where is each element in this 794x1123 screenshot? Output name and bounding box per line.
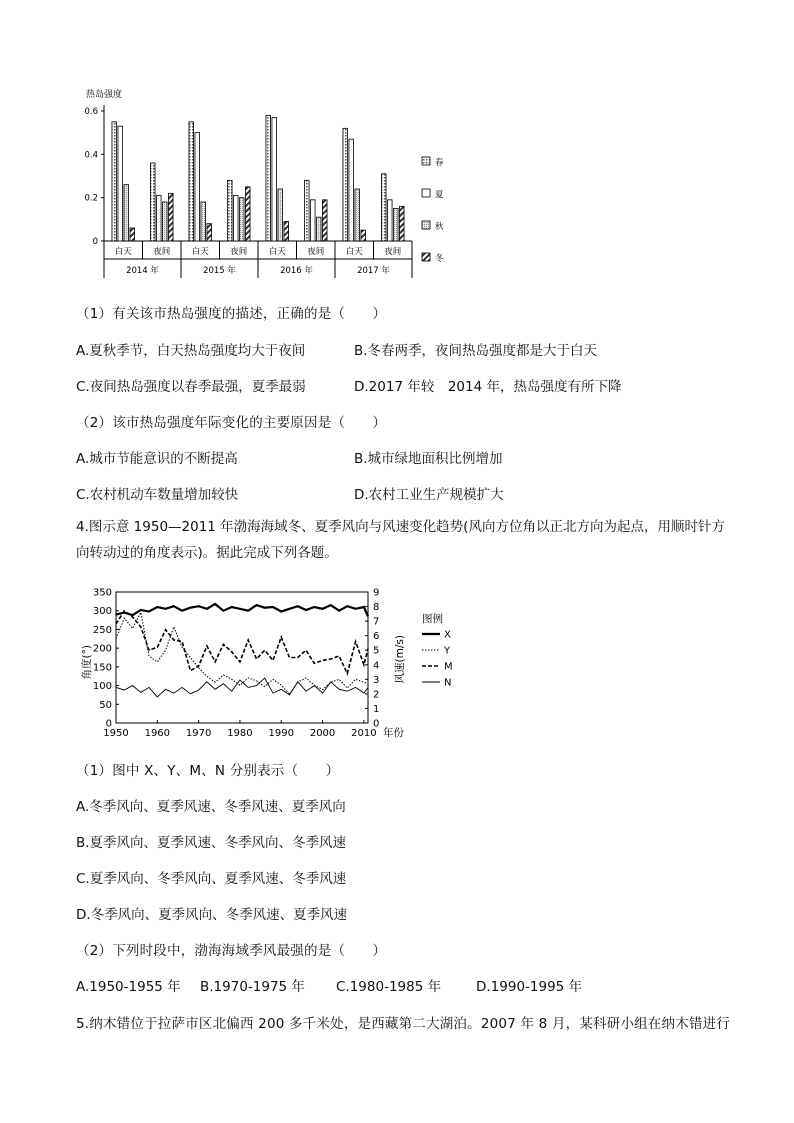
series-line-M (116, 611, 368, 674)
bar (278, 189, 283, 241)
bar (316, 217, 321, 241)
bar (343, 128, 348, 241)
legend-label: 夏 (435, 190, 444, 200)
bar (227, 180, 232, 241)
legend-label: 秋 (435, 222, 444, 232)
y-tick-label: 0 (92, 237, 98, 247)
y-right-tick-label: 0 (373, 718, 380, 730)
bar (195, 133, 200, 241)
x-tick-label: 2000 (309, 728, 336, 739)
bar (245, 187, 250, 241)
y-right-tick-label: 4 (373, 660, 380, 672)
bar (156, 196, 161, 242)
bar (399, 206, 404, 241)
x-tick-label: 2010 (351, 728, 377, 739)
bar (233, 196, 238, 242)
bar (381, 174, 386, 241)
period-label: 白天 (114, 247, 132, 257)
q4-option-a: A.冬季风向、夏季风速、冬季风速、夏季风向 (76, 799, 346, 815)
legend-label: 冬 (435, 254, 444, 264)
q3-option-b: B.冬春两季，夜间热岛强度都是大于白天 (354, 343, 598, 359)
bar (361, 230, 366, 241)
y-right-tick-label: 3 (373, 674, 380, 686)
legend-swatch (422, 157, 430, 165)
bar (150, 163, 155, 241)
x-tick-label: 1950 (103, 728, 129, 739)
bar (355, 189, 360, 241)
legend-label: M (444, 661, 453, 673)
legend-title: 图例 (422, 613, 443, 625)
year-label: 2016 年 (280, 266, 313, 276)
y-right-tick-label: 5 (373, 645, 380, 657)
legend-label: X (444, 629, 451, 641)
q4-option-c2: C.1980-1985 年 (336, 979, 442, 995)
y-left-tick-label: 200 (92, 643, 112, 655)
y-right-tick-label: 1 (373, 703, 380, 715)
bar (310, 200, 315, 241)
legend-swatch (422, 221, 430, 229)
y-tick-label: 0.4 (84, 150, 98, 161)
q4-sub1: （1）图中 X、Y、M、N 分别表示（ ） (76, 763, 340, 779)
y-right-tick-label: 6 (373, 631, 380, 643)
y-left-tick-label: 300 (92, 606, 112, 618)
y-left-tick-label: 0 (105, 718, 112, 730)
q4-option-d2: D.1990-1995 年 (476, 979, 583, 995)
bar (284, 222, 289, 242)
legend-label: 春 (435, 158, 444, 168)
wind-trend-chart (72, 583, 482, 743)
period-label: 白天 (191, 247, 209, 257)
y-axis-title: 热岛强度 (86, 90, 123, 100)
q3-option-c: C.夜间热岛强度以春季最强，夏季最弱 (76, 379, 306, 395)
year-label: 2015 年 (203, 266, 236, 276)
bar (124, 185, 129, 241)
q3-sub1: （1）有关该市热岛强度的描述，正确的是（ ） (76, 306, 387, 322)
period-label: 夜间 (153, 247, 171, 257)
q4-option-a2: A.1950-1955 年 (76, 979, 181, 995)
y-right-title: 风速(m/s) (394, 635, 406, 684)
year-label: 2017 年 (357, 266, 390, 276)
q4-sub2: （2）下列时段中，渤海海域季风最强的是（ ） (76, 943, 387, 959)
q3-option-d: D.2017 年较 2014 年，热岛强度有所下降 (354, 379, 622, 395)
legend-label: N (444, 677, 452, 689)
bar (322, 200, 327, 241)
bar (189, 122, 194, 241)
series-line-X (116, 604, 368, 616)
q4-option-c: C.夏季风向、冬季风向、夏季风速、冬季风速 (76, 871, 347, 887)
x-tick-label: 1980 (227, 728, 253, 739)
bar (349, 139, 354, 241)
year-label: 2014 年 (126, 266, 159, 276)
bar (304, 180, 309, 241)
y-tick-label: 0.6 (84, 107, 98, 117)
y-right-tick-label: 9 (373, 587, 380, 599)
q3-option-a2: A.城市节能意识的不断提高 (76, 451, 238, 467)
bar (118, 126, 123, 241)
period-label: 夜间 (384, 247, 402, 257)
x-axis-title: 年份 (383, 727, 404, 739)
period-label: 夜间 (230, 247, 248, 257)
heat-island-chart (78, 84, 458, 289)
q3-option-b2: B.城市绿地面积比例增加 (354, 451, 503, 467)
q3-option-d2: D.农村工业生产规模扩大 (354, 487, 504, 503)
q4-option-b: B.夏季风向、夏季风速、冬季风向、冬季风速 (76, 835, 347, 851)
period-label: 夜间 (307, 247, 325, 257)
x-tick-label: 1970 (185, 728, 212, 739)
q4-intro: 4.图示意 1950—2011 年渤海海域冬、夏季风向与风速变化趋势(风向方位角以正北方向为起点，用顺时针方向转动过的角度表示)。据此完成下列各题。 (76, 519, 725, 561)
series-line-N (116, 678, 368, 697)
bar (393, 209, 398, 242)
x-tick-label: 1990 (268, 728, 294, 739)
q3-option-a: A.夏秋季节，白天热岛强度均大于夜间 (76, 343, 306, 359)
y-right-tick-label: 8 (373, 602, 380, 614)
bar (272, 118, 277, 242)
y-left-tick-label: 250 (92, 624, 112, 636)
y-left-tick-label: 50 (99, 699, 112, 711)
bar (112, 122, 117, 241)
bar (387, 200, 392, 241)
legend-swatch (422, 253, 430, 261)
y-left-tick-label: 350 (92, 587, 112, 599)
y-left-tick-label: 100 (92, 681, 112, 693)
period-label: 白天 (268, 247, 286, 257)
y-right-tick-label: 7 (373, 616, 380, 628)
y-tick-label: 0.2 (84, 193, 98, 204)
y-left-title: 角度(°) (81, 645, 93, 680)
q5-intro: 5.纳木错位于拉萨市区北偏西 200 多千米处，是西藏第二大湖泊。2007 年 8 月，某科研小组在纳木错进行 (76, 1016, 731, 1032)
legend-label: Y (444, 645, 451, 657)
q4-option-d: D.冬季风向、夏季风向、冬季风速、夏季风速 (76, 907, 348, 923)
bar (239, 198, 244, 241)
period-label: 白天 (345, 247, 363, 257)
q4-option-b2: B.1970-1975 年 (200, 979, 305, 995)
x-tick-label: 1960 (144, 728, 171, 739)
q3-sub2: （2）该市热岛强度年际变化的主要原因是（ ） (76, 415, 387, 431)
bar (266, 115, 271, 241)
bar (201, 202, 206, 241)
bar (207, 224, 212, 241)
bar (168, 193, 173, 241)
bar (130, 228, 135, 241)
bar (162, 202, 167, 241)
y-left-tick-label: 150 (92, 662, 112, 674)
legend-swatch (422, 189, 430, 197)
q3-option-c2: C.农村机动车数量增加较快 (76, 487, 239, 503)
y-right-tick-label: 2 (373, 689, 380, 701)
